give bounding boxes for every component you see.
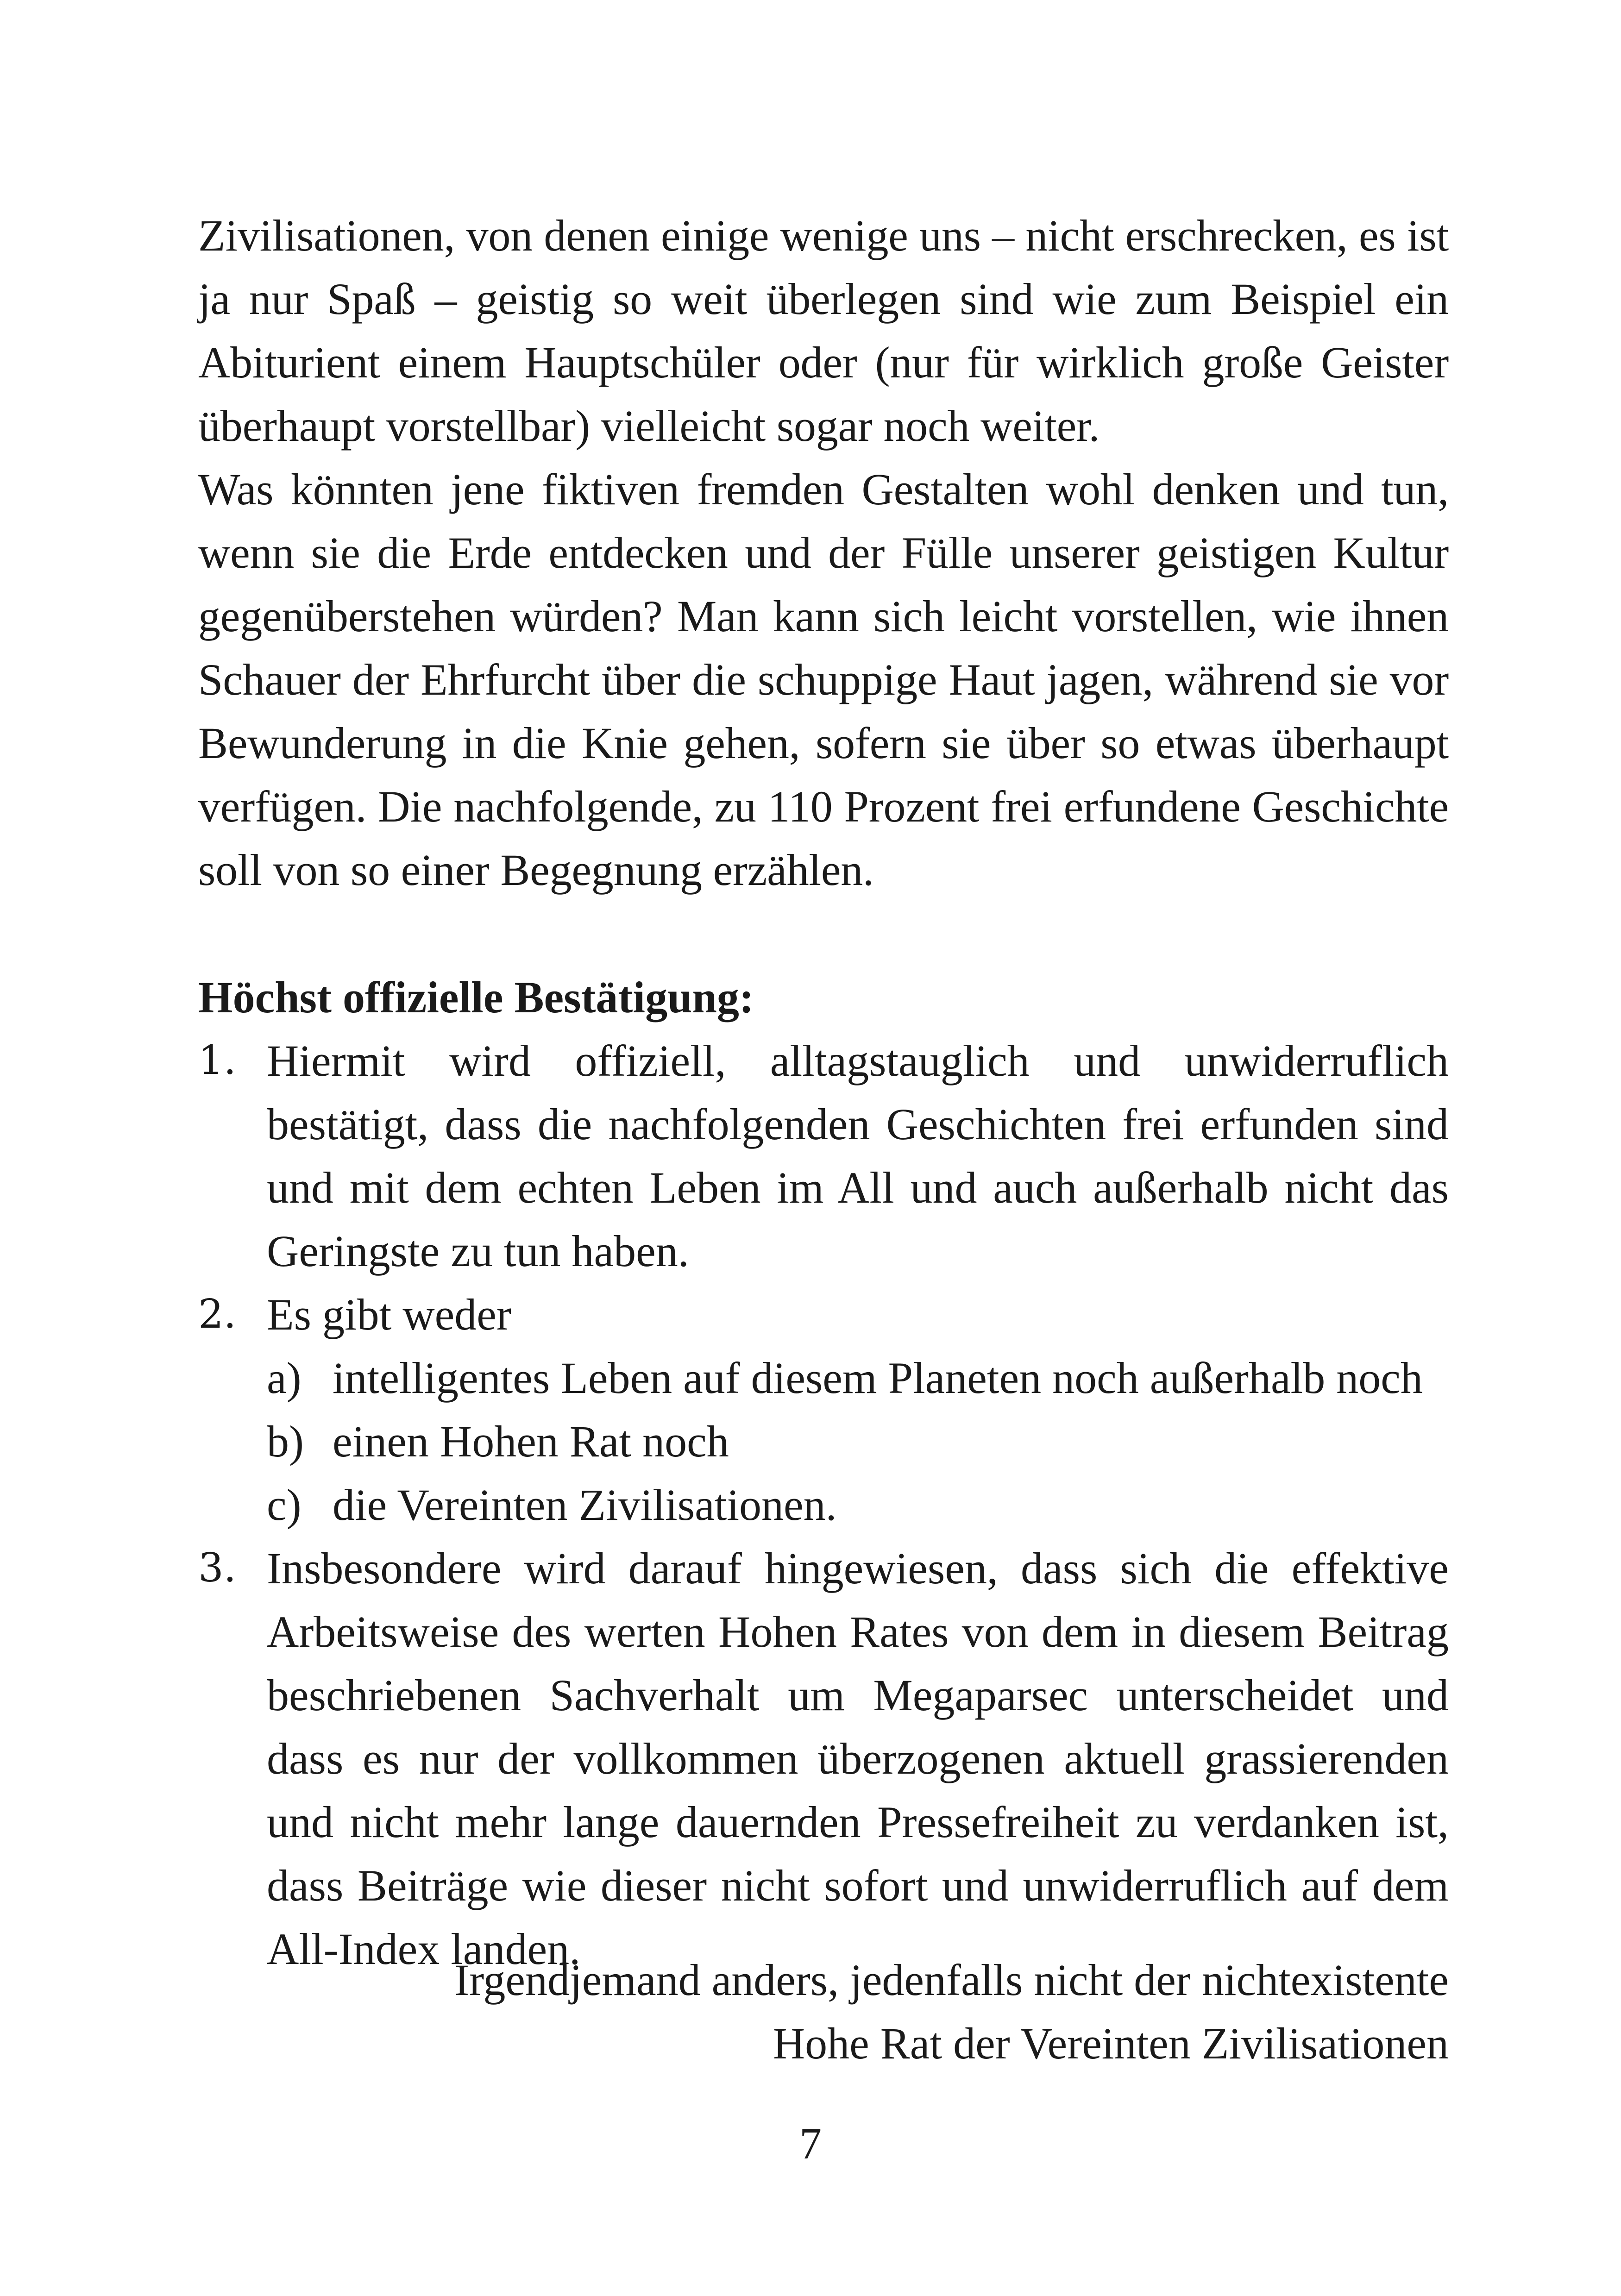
- signature-line-2: Hohe Rat der Vereinten Zivilisationen: [773, 2019, 1449, 2068]
- sub-item-text: die Vereinten Zivilisationen.: [333, 1480, 837, 1530]
- list-item-text: Hiermit wird offiziell, alltagstauglich und unwiderruflich bestätigt, dass die nachfolgenden Geschichten frei erfunden sind und mit dem echten Leben im All und auch außerhalb nicht das Geringste zu tun haben.: [267, 1036, 1449, 1276]
- list-item: [198, 1029, 1449, 1283]
- list-item: [198, 1537, 1449, 1981]
- sub-item-text: intelligentes Leben auf diesem Planeten noch außerhalb noch: [333, 1353, 1423, 1403]
- list-item-number: 2.: [198, 1291, 237, 1337]
- intro-paragraph-1: Zivilisationen, von denen einige wenige uns – nicht erschrecken, es ist ja nur Spaß – geistig so weit überlegen sind wie zum Beispiel ein Abiturient einem Hauptschüler oder (nur für wirklich große Geister überhaupt vorstellbar) vielleicht sogar noch weiter.: [198, 211, 1449, 451]
- list-item-number: 1.: [198, 1037, 237, 1084]
- page-number: 7: [799, 2119, 822, 2168]
- sub-item-text: einen Hohen Rat noch: [333, 1417, 729, 1466]
- sub-item-letter: c): [267, 1480, 302, 1530]
- confirmation-list: [198, 1029, 1449, 1981]
- sub-item-letter: a): [267, 1353, 302, 1403]
- section-heading: Höchst offizielle Bestätigung:: [198, 972, 754, 1022]
- intro-text: [198, 204, 1449, 902]
- list-item-text: Insbesondere wird darauf hingewiesen, dass sich die effektive Arbeitsweise des werten Hohen Rates von dem in diesem Beitrag beschriebenen Sachverhalt um Megaparsec unterscheidet und dass es nur der vollkommen überzogenen aktuell grassierenden und nicht mehr lange dauernden Pressefreiheit zu verdanken ist, dass Beiträge wie dieser nicht sofort und unwiderruflich auf dem All-Index landen.: [267, 1543, 1449, 1974]
- sub-item-letter: b): [267, 1417, 304, 1466]
- list-item-body: [267, 1283, 1449, 1537]
- list-item: [198, 1283, 1449, 1537]
- sub-item: [267, 1473, 1449, 1537]
- intro-paragraph-2: Was könnten jene fiktiven fremden Gestalten wohl denken und tun, wenn sie die Erde entdecken und der Fülle unserer geistigen Kultur gegenüberstehen würden? Man kann sich leicht vorstellen, wie ihnen Schauer der Ehrfurcht über die schuppige Haut jagen, während sie vor Bewunderung in die Knie gehen, sofern sie über so etwas überhaupt verfügen. Die nachfolgende, zu 110 Prozent frei erfundene Geschichte soll von so einer Begegnung erzählen.: [198, 464, 1449, 895]
- list-item-number: 3.: [198, 1545, 237, 1591]
- sub-item: [267, 1410, 1449, 1473]
- list-item-text: Es gibt weder: [267, 1290, 511, 1339]
- signature-block: [454, 1948, 1449, 2075]
- signature-line-1: Irgendjemand anders, jedenfalls nicht der nichtexistente: [454, 1955, 1449, 2005]
- sub-item: [267, 1346, 1449, 1410]
